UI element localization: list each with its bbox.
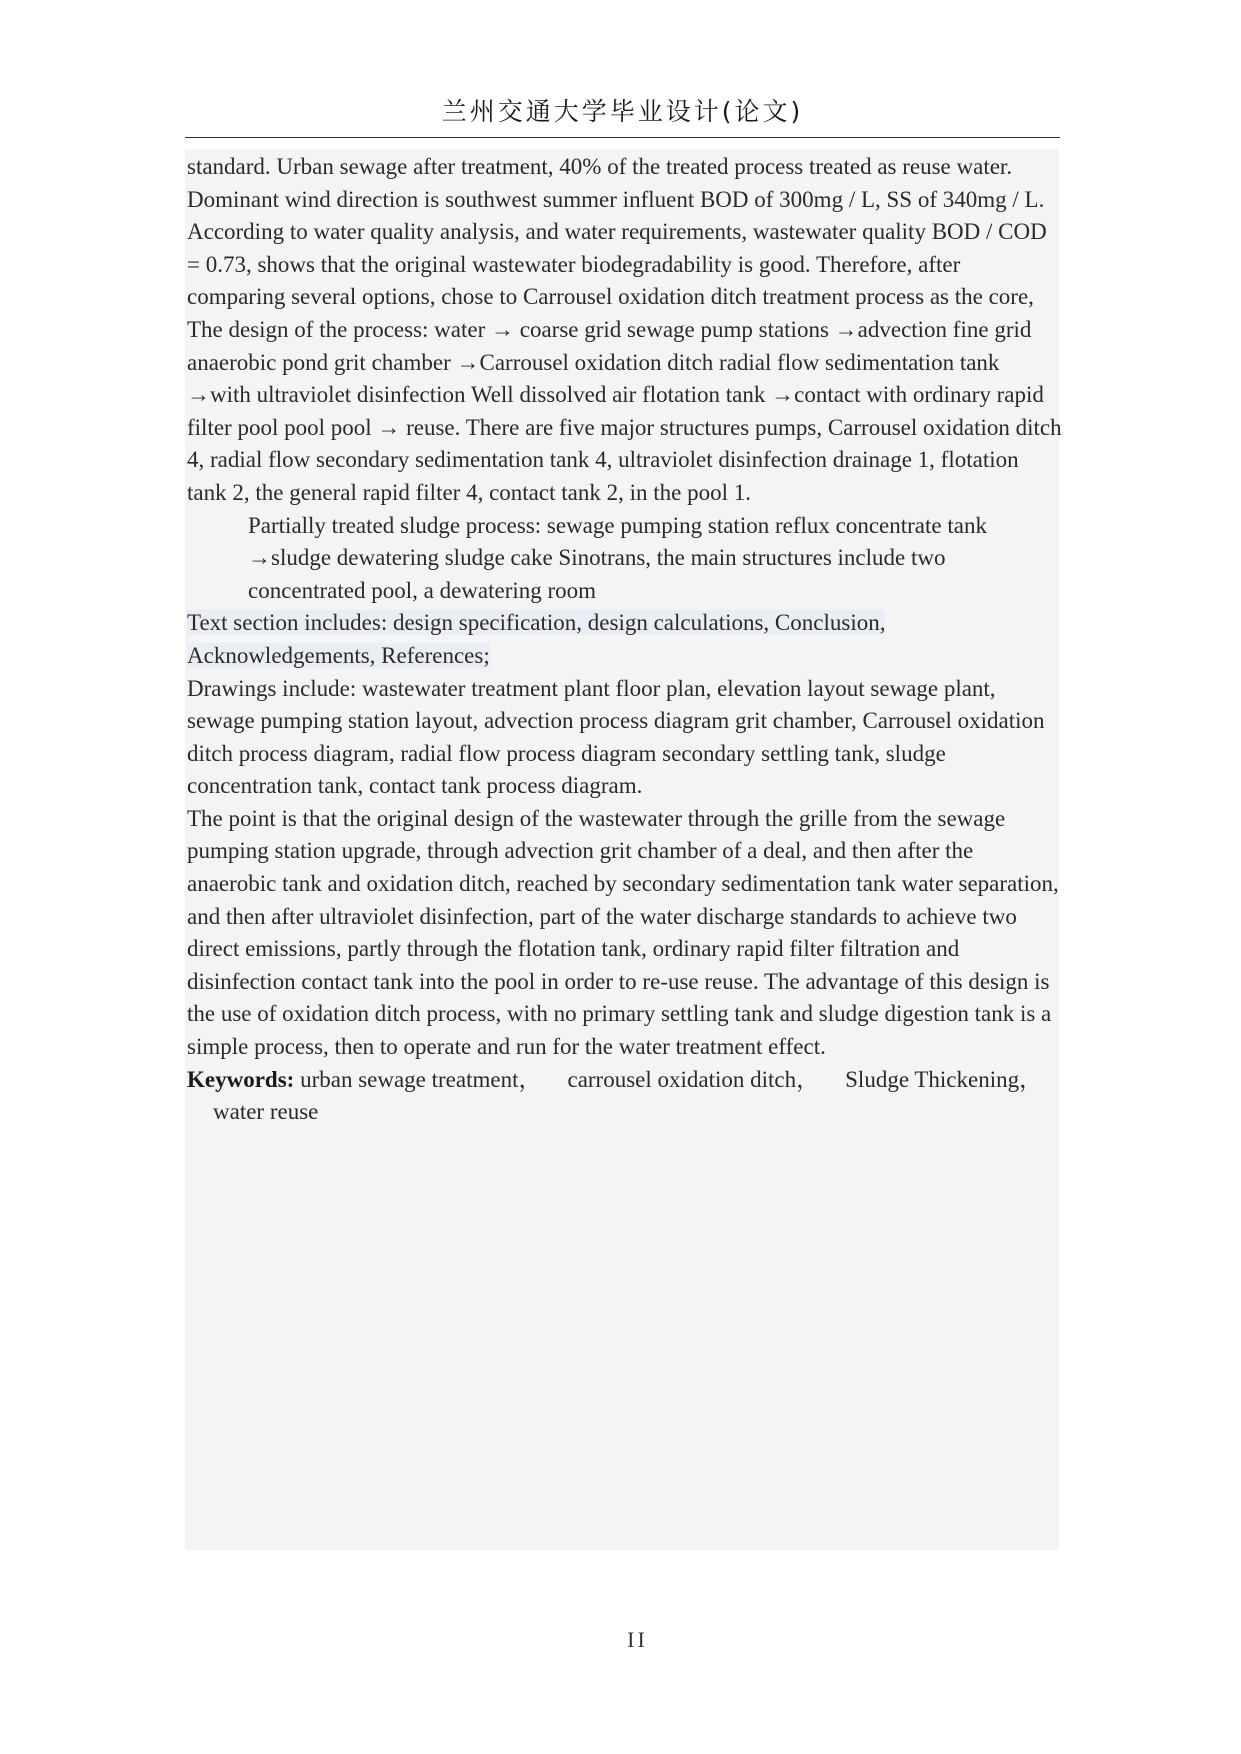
- paragraph-design-point: The point is that the original design of the wastewater through the grille from the sewage pumping station upgrade, through advection grit chamber of a deal, and then after the anaerobic tank and oxidation ditch, reached by secondary sedimentation tank water separation, and then after ultraviolet disinfection, part of the water discharge standards to achieve two direct emissions, partly through the flotation tank, ordinary rapid filter filtration and disinfection contact tank into the pool in order to re-use reuse. The advantage of this design is the use of oxidation ditch process, with no primary settling tank and sludge digestion tank is a simple process, then to operate and run for the water treatment effect.: [187, 805, 1059, 1060]
- keyword-item: water reuse: [213, 1099, 319, 1125]
- paragraph-sludge-process: Partially treated sludge process: sewage pumping station reflux concentrate tank →sludge dewatering sludge cake Sinotrans, the main structures include two concentrated pool, a dewatering room: [248, 512, 987, 603]
- paragraph-text-section: [187, 607, 1062, 672]
- highlighted-text-section: Text section includes: design specification, design calculations, Conclusion, Acknowledgements, References;: [187, 610, 886, 668]
- paragraph-process-description: standard. Urban sewage after treatment, 40% of the treated process treated as reuse water. Dominant wind direction is southwest summer influent BOD of 300mg / L, SS of 340mg / L. According to water quality analysis, and water requirements, wastewater quality BOD / COD = 0.73, shows that the original wastewater biodegradability is good. Therefore, after comparing several options, chose to Carrousel oxidation ditch treatment process as the core, The design of the process: water → coarse grid sewage pump stations →advection fine grid anaerobic pond grit chamber →Carrousel oxidation ditch radial flow sedimentation tank →with ultraviolet disinfection Well dissolved air flotation tank →contact with ordinary rapid filter pool pool pool → reuse. There are five major structures pumps, Carrousel oxidation ditch 4, radial flow secondary sedimentation tank 4, ultraviolet disinfection drainage 1, flotation tank 2, the general rapid filter 4, contact tank 2, in the pool 1.: [187, 154, 1062, 505]
- keyword-item: urban sewage treatment，: [300, 1066, 542, 1092]
- header-divider: [185, 137, 1060, 138]
- keywords-line: [187, 1064, 1062, 1129]
- keyword-item: Sludge Thickening，: [845, 1066, 1043, 1092]
- page-header-title: 兰州交通大学毕业设计(论文): [441, 97, 804, 126]
- paragraph-drawings: Drawings include: wastewater treatment plant floor plan, elevation layout sewage plant, sewage pumping station layout, advection process diagram grit chamber, Carrousel oxidation ditch process diagram, radial flow process diagram secondary settling tank, sludge concentration tank, contact tank process diagram.: [187, 675, 1045, 799]
- keywords-label: Keywords:: [187, 1066, 295, 1092]
- keyword-item: carrousel oxidation ditch，: [567, 1066, 820, 1092]
- page-number: II: [627, 1627, 648, 1652]
- abstract-body: [187, 151, 1062, 1129]
